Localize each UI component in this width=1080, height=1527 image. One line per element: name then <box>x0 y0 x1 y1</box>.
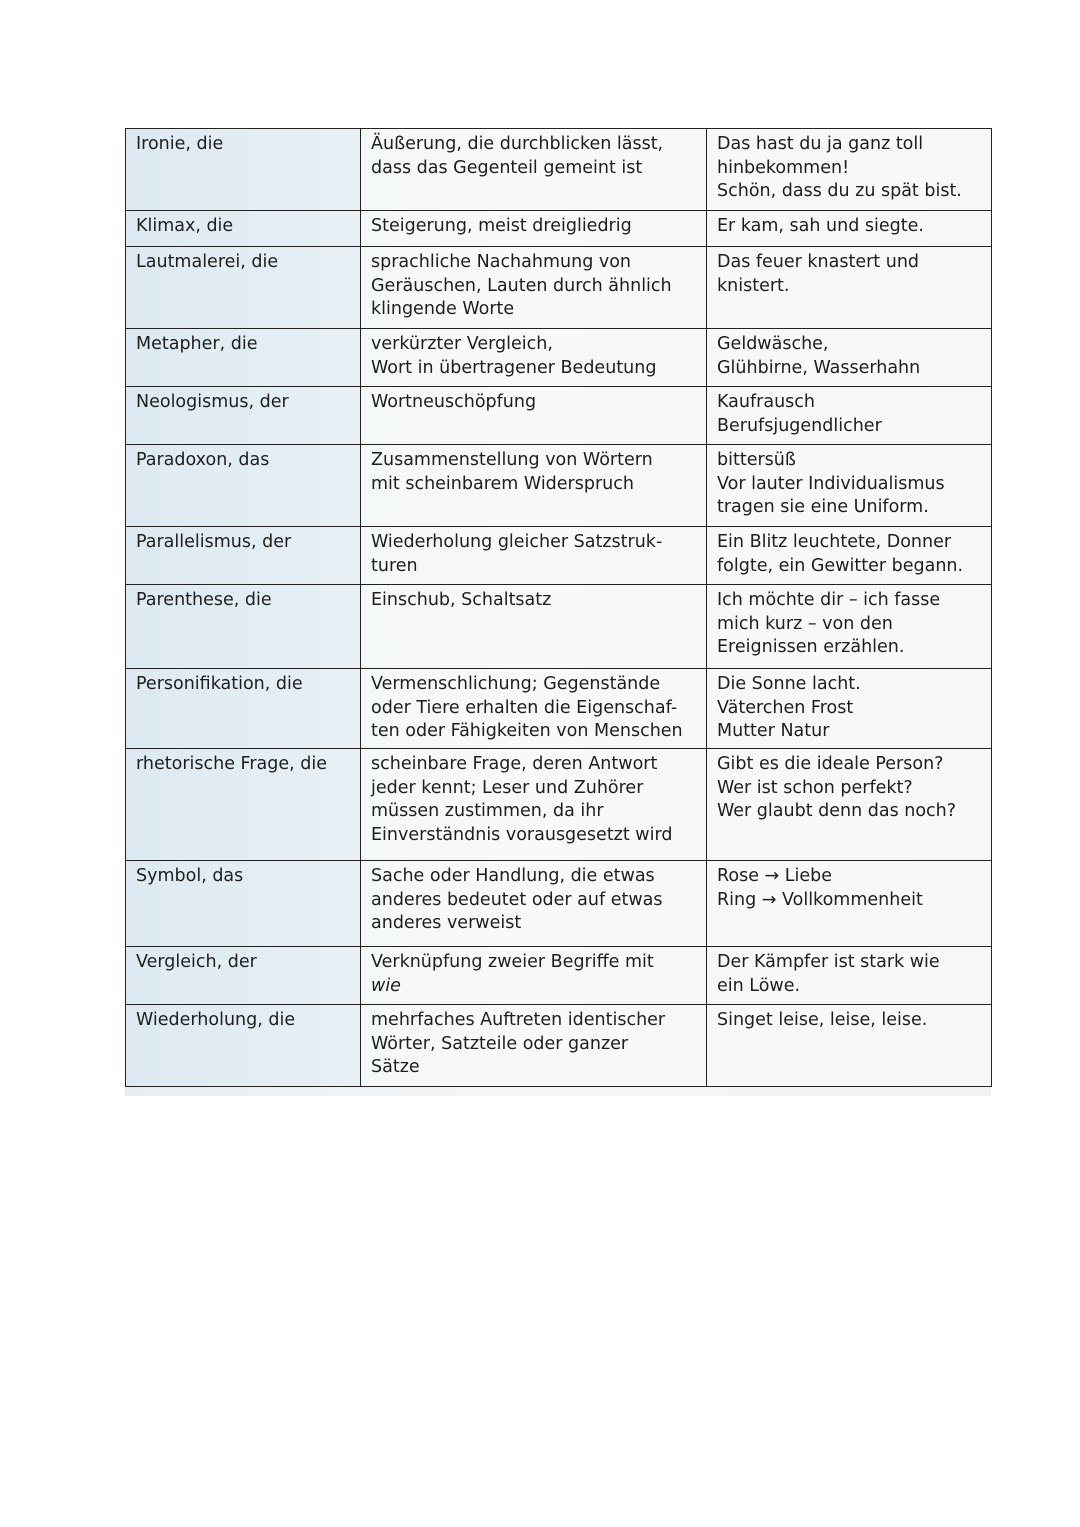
term-cell: Personifikation, die <box>126 669 361 749</box>
term-cell: Wiederholung, die <box>126 1005 361 1087</box>
example-cell: Der Kämpfer ist stark wie ein Löwe. <box>707 947 992 1005</box>
example-cell: Rose → Liebe Ring → Vollkommenheit <box>707 861 992 947</box>
term-cell: Vergleich, der <box>126 947 361 1005</box>
term-cell: Symbol, das <box>126 861 361 947</box>
term-cell: Parenthese, die <box>126 585 361 669</box>
table-row <box>126 749 992 861</box>
term-cell: Parallelismus, der <box>126 527 361 585</box>
definition-cell: sprachliche Nachahmung von Geräuschen, Lauten durch ähnlich klingende Worte <box>361 247 707 329</box>
term-cell: Metapher, die <box>126 329 361 387</box>
definition-cell: Vermenschlichung; Gegenstände oder Tiere erhalten die Eigenschaf- ten oder Fähigkeiten von Menschen <box>361 669 707 749</box>
definition-cell: mehrfaches Auftreten identischer Wörter, Satzteile oder ganzer Sätze <box>361 1005 707 1087</box>
example-cell: Das hast du ja ganz toll hinbekommen! Schön, dass du zu spät bist. <box>707 129 992 211</box>
rhetorical-devices-table <box>125 128 992 1087</box>
example-cell: Das feuer knastert und knistert. <box>707 247 992 329</box>
example-cell: Er kam, sah und siegte. <box>707 211 992 247</box>
definition-cell: Sache oder Handlung, die etwas anderes bedeutet oder auf etwas anderes verweist <box>361 861 707 947</box>
table-row <box>126 947 992 1005</box>
table-row <box>126 1005 992 1087</box>
definition-prefix: Verknüpfung zweier Begriffe mit <box>371 952 654 972</box>
definition-cell: Äußerung, die durchblicken lässt, dass das Gegenteil gemeint ist <box>361 129 707 211</box>
term-cell: Klimax, die <box>126 211 361 247</box>
table-row <box>126 585 992 669</box>
example-cell: Singet leise, leise, leise. <box>707 1005 992 1087</box>
term-cell: Lautmalerei, die <box>126 247 361 329</box>
table-row <box>126 445 992 527</box>
table-row <box>126 527 992 585</box>
term-cell: Ironie, die <box>126 129 361 211</box>
definition-cell <box>361 947 707 1005</box>
example-cell: bittersüß Vor lauter Individualismus tragen sie eine Uniform. <box>707 445 992 527</box>
term-cell: Paradoxon, das <box>126 445 361 527</box>
table-row <box>126 247 992 329</box>
definition-cell: Steigerung, meist dreigliedrig <box>361 211 707 247</box>
table-row <box>126 329 992 387</box>
term-cell: Neologismus, der <box>126 387 361 445</box>
table-row <box>126 129 992 211</box>
term-cell: rhetorische Frage, die <box>126 749 361 861</box>
definition-cell: scheinbare Frage, deren Antwort jeder kennt; Leser und Zuhörer müssen zustimmen, da ihr Einverständnis vorausgesetzt wird <box>361 749 707 861</box>
definition-cell: Wiederholung gleicher Satzstruk- turen <box>361 527 707 585</box>
example-cell: Die Sonne lacht. Väterchen Frost Mutter Natur <box>707 669 992 749</box>
table-row <box>126 211 992 247</box>
example-cell: Ein Blitz leuchtete, Donner folgte, ein Gewitter begann. <box>707 527 992 585</box>
definition-cell: Einschub, Schaltsatz <box>361 585 707 669</box>
example-cell: Gibt es die ideale Person? Wer ist schon perfekt? Wer glaubt denn das noch? <box>707 749 992 861</box>
table-row <box>126 669 992 749</box>
definition-cell: Wortneuschöpfung <box>361 387 707 445</box>
definition-cell: Zusammenstellung von Wörtern mit scheinbarem Widerspruch <box>361 445 707 527</box>
example-cell: Kaufrausch Berufsjugendlicher <box>707 387 992 445</box>
table-row <box>126 387 992 445</box>
definition-cell: verkürzter Vergleich, Wort in übertragener Bedeutung <box>361 329 707 387</box>
table-row <box>126 861 992 947</box>
example-cell: Ich möchte dir – ich fasse mich kurz – von den Ereignissen erzählen. <box>707 585 992 669</box>
definition-emphasis: wie <box>371 975 401 996</box>
example-cell: Geldwäsche, Glühbirne, Wasserhahn <box>707 329 992 387</box>
